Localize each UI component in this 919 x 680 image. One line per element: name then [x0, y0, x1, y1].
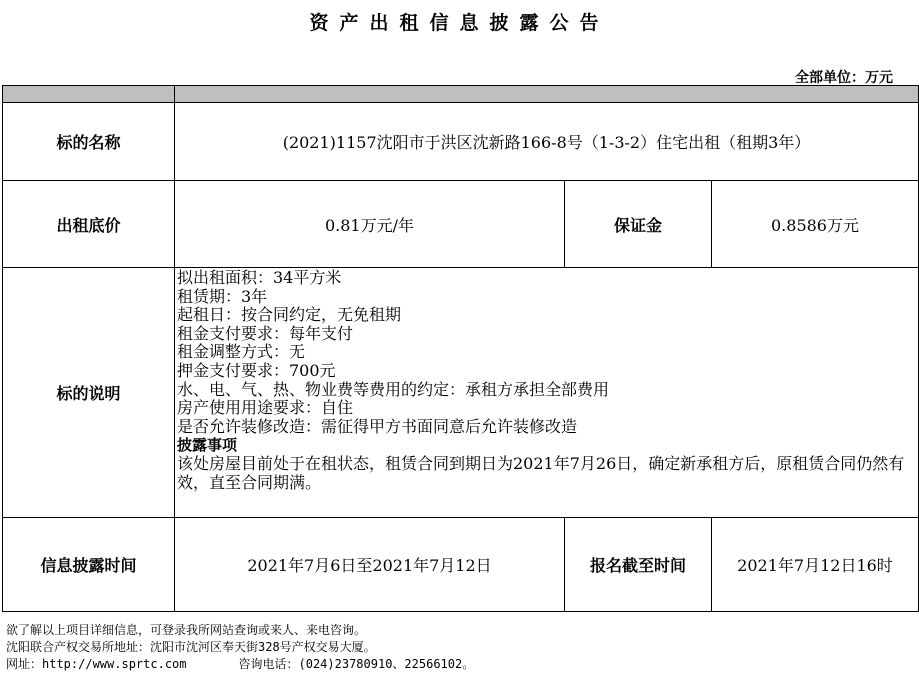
deadline-value: 2021年7月12日16时: [712, 518, 919, 612]
description-row: [3, 268, 919, 518]
header-row: [3, 86, 919, 103]
description-content: [175, 268, 919, 518]
subject-name-label: 标的名称: [3, 103, 175, 181]
info-table: [2, 85, 919, 612]
description-line: 房产使用用途要求：自住: [177, 398, 354, 418]
base-price-label: 出租底价: [3, 181, 175, 268]
period-row: [3, 518, 919, 612]
description-line: 起租日：按合同约定，无免租期: [177, 305, 402, 325]
description-line: 押金支付要求：700元: [177, 360, 336, 380]
footer-address: 沈阳联合产权交易所地址：沈阳市沈河区奉天街328号产权交易大厦。: [6, 640, 376, 654]
footer-contact-line: [6, 656, 474, 673]
disclosure-text: 该处房屋目前处于在租状态，租赁合同到期日为2021年7月26日，确定新承租方后，原租赁合同仍然有效，直至合同期满。: [177, 453, 905, 492]
footer: [6, 622, 474, 673]
description-line: 水、电、气、热、物业费等费用的约定：承租方承担全部费用: [177, 379, 610, 399]
base-price-value: 0.81万元/年: [175, 181, 565, 268]
deadline-label: 报名截至时间: [565, 518, 712, 612]
description-label: 标的说明: [3, 268, 175, 518]
unit-note: 全部单位：万元: [795, 70, 893, 86]
price-row: [3, 181, 919, 268]
description-line: 拟出租面积：34平方米: [177, 268, 342, 287]
subject-name-row: [3, 103, 919, 181]
page-title: 资产出租信息披露公告: [309, 12, 610, 34]
description-line: 租赁期：3年: [177, 286, 268, 306]
footer-website: 网址：http://www.sprtc.com: [6, 657, 187, 671]
disclosure-heading: 披露事项: [177, 436, 238, 455]
footer-phone: 咨询电话：(024)23780910、22566102。: [238, 657, 475, 671]
header-cell-left: [3, 86, 175, 103]
subject-name-value: (2021)1157沈阳市于洪区沈新路166-8号（1-3-2）住宅出租（租期3年）: [175, 103, 919, 181]
header-cell-right: [175, 86, 919, 103]
footer-inquiry-note: 欲了解以上项目详细信息，可登录我所网站查询或来人、来电咨询。: [6, 623, 367, 637]
description-line: 租金支付要求：每年支付: [177, 323, 354, 343]
deposit-label: 保证金: [565, 181, 712, 268]
disclosure-period-label: 信息披露时间: [3, 518, 175, 612]
description-line: 是否允许装修改造：需征得甲方书面同意后允许装修改造: [177, 416, 578, 436]
deposit-value: 0.8586万元: [712, 181, 919, 268]
description-line: 租金调整方式：无: [177, 342, 306, 362]
disclosure-period-value: 2021年7月6日至2021年7月12日: [175, 518, 565, 612]
